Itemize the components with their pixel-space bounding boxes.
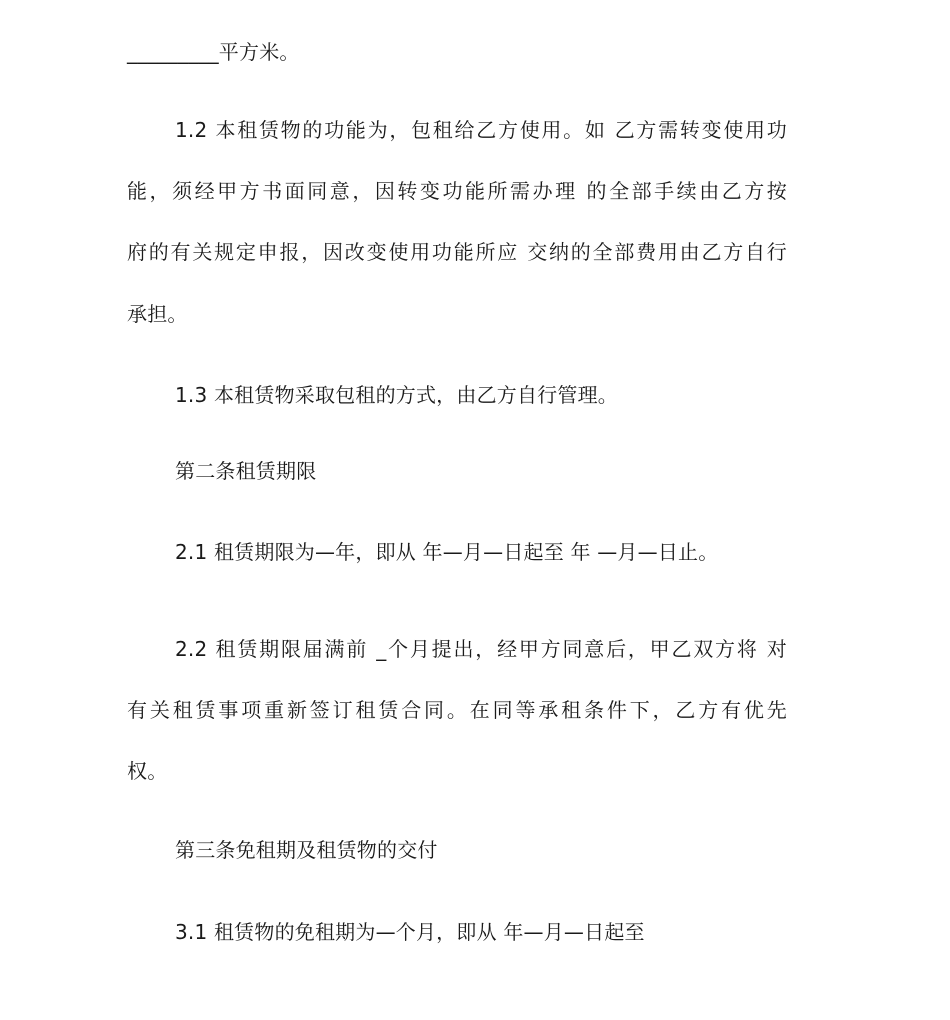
article-3-heading: 第三条免租期及租赁物的交付: [175, 838, 438, 862]
clause-2-2-line-1: 2.2 租赁期限届满前 _个月提出，经甲方同意后，甲乙双方将 对: [175, 637, 787, 661]
clause-1-2-line-1: 1.2 本租赁物的功能为，包租给乙方使用。如 乙方需转变使用功: [175, 118, 787, 142]
clause-3-1: 3.1 租赁物的免租期为—个月，即从 年—月—日起至: [175, 920, 645, 944]
clause-2-2-line-3: 权。: [127, 759, 168, 783]
clause-2-1: 2.1 租赁期限为—年，即从 年—月—日起至 年 —月—日止。: [175, 540, 719, 564]
clause-1-2-line-4: 承担。: [127, 302, 188, 326]
area-line: _________平方米。: [127, 40, 300, 64]
article-2-heading: 第二条租赁期限: [175, 459, 317, 483]
clause-1-3: 1.3 本租赁物采取包租的方式，由乙方自行管理。: [175, 383, 618, 407]
clause-1-2-line-3: 府的有关规定申报，因改变使用功能所应 交纳的全部费用由乙方自行: [127, 240, 787, 264]
clause-2-2-line-2: 有关租赁事项重新签订租赁合同。在同等承租条件下，乙方有优先: [127, 698, 787, 722]
clause-1-2-line-2: 能，须经甲方书面同意，因转变功能所需办理 的全部手续由乙方按: [127, 179, 787, 203]
